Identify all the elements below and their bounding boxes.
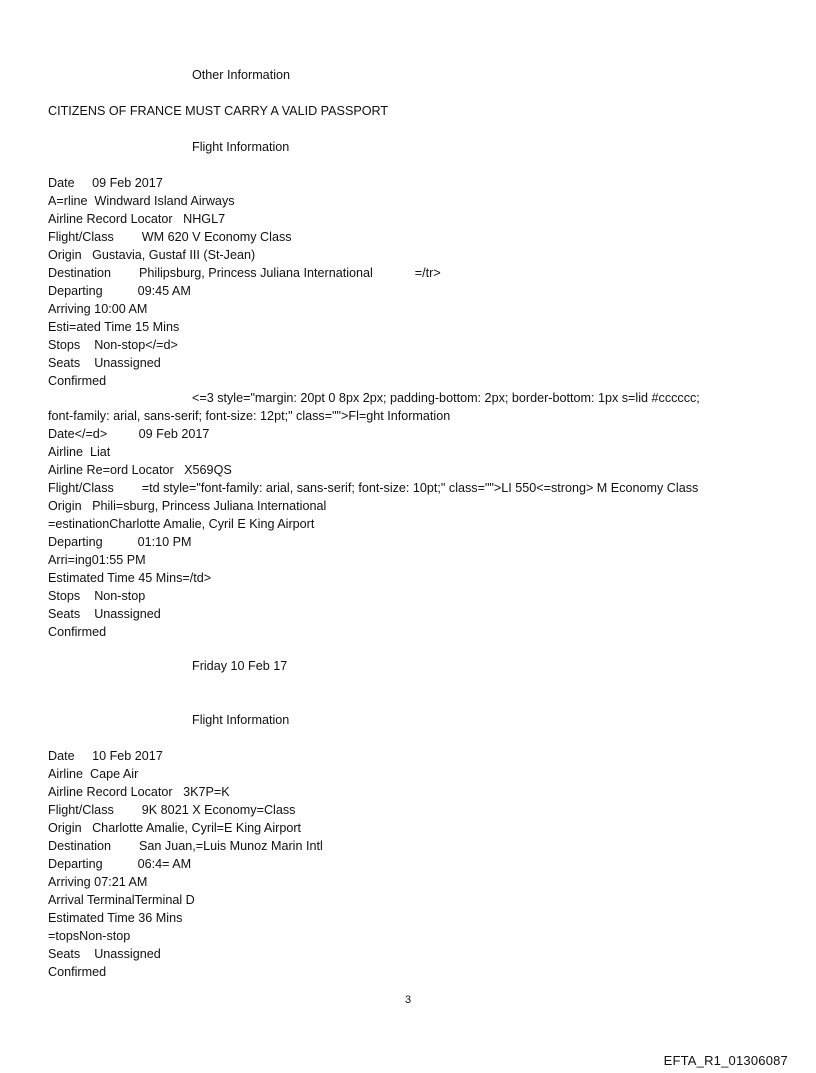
flight-1-line: Airline Record Locator NHGL7	[48, 212, 226, 226]
flight-2-line: Arri=ing01:55 PM	[48, 553, 146, 567]
flight-3-line: Destination San Juan,=Luis Munoz Marin Intl	[48, 839, 323, 853]
flight-3-line: Arrival TerminalTerminal D	[48, 893, 195, 907]
flight-2-line: Confirmed	[48, 625, 107, 639]
flight-3-line: =topsNon-stop	[48, 929, 131, 943]
flight-1-line: Esti=ated Time 15 Mins	[48, 320, 180, 334]
flight-2-line: Flight/Class =td style="font-family: arial, sans-serif; font-size: 10pt;" class="">LI 550<=strong> M Economy Class	[48, 481, 699, 495]
flight-2-line: Stops Non-stop	[48, 589, 146, 603]
flight-2-heading: font-family: arial, sans-serif; font-size: 12pt;" class="">Fl=ght Information	[48, 409, 451, 423]
flight-1-line: Origin Gustavia, Gustaf III (St-Jean)	[48, 248, 256, 262]
flight-3-line: Confirmed	[48, 965, 107, 979]
flight-3-line: Flight/Class 9K 8021 X Economy=Class	[48, 803, 296, 817]
flight-1-line: Date 09 Feb 2017	[48, 176, 163, 190]
flight-2-line: Origin Phili=sburg, Princess Juliana International	[48, 499, 327, 513]
passport-notice: CITIZENS OF FRANCE MUST CARRY A VALID PASSPORT	[48, 104, 389, 118]
flight-3-line: Airline Record Locator 3K7P=K	[48, 785, 230, 799]
flight-1-line: Flight/Class WM 620 V Economy Class	[48, 230, 292, 244]
flight-1-heading: Flight Information	[192, 140, 290, 154]
flight-3-line: Origin Charlotte Amalie, Cyril=E King Airport	[48, 821, 302, 835]
flight-2-line: =estinationCharlotte Amalie, Cyril E King Airport	[48, 517, 315, 531]
flight-3-line: Departing 06:4= AM	[48, 857, 192, 871]
other-information-heading: Other Information	[192, 68, 290, 82]
day-heading: Friday 10 Feb 17	[192, 659, 288, 673]
flight-3-line: Estimated Time 36 Mins	[48, 911, 183, 925]
flight-3-line: Date 10 Feb 2017	[48, 749, 163, 763]
flight-2-line: Departing 01:10 PM	[48, 535, 192, 549]
flight-2-line: Estimated Time 45 Mins=/td>	[48, 571, 212, 585]
flight-2-line: Airline Re=ord Locator X569QS	[48, 463, 232, 477]
flight-3-line: Seats Unassigned	[48, 947, 161, 961]
flight-3-line: Airline Cape Air	[48, 767, 139, 781]
flight-2-heading-markup: <=3 style="margin: 20pt 0 8px 2px; padding-bottom: 2px; border-bottom: 1px s=lid #cccccc;	[192, 391, 700, 405]
flight-1-line: Seats Unassigned	[48, 356, 161, 370]
flight-1-line: Confirmed	[48, 374, 107, 388]
flight-2-line: Airline Liat	[48, 445, 111, 459]
flight-2-line: Seats Unassigned	[48, 607, 161, 621]
flight-1-line: A=rline Windward Island Airways	[48, 194, 235, 208]
flight-3-heading: Flight Information	[192, 713, 290, 727]
page-number: 3	[404, 994, 412, 1006]
document-id: EFTA_R1_01306087	[663, 1053, 788, 1068]
flight-1-line: Destination Philipsburg, Princess Juliana International =/tr>	[48, 266, 441, 280]
flight-1-line: Arriving 10:00 AM	[48, 302, 148, 316]
flight-1-line: Stops Non-stop</=d>	[48, 338, 178, 352]
flight-2-line: Date</=d> 09 Feb 2017	[48, 427, 210, 441]
flight-3-line: Arriving 07:21 AM	[48, 875, 148, 889]
flight-1-line: Departing 09:45 AM	[48, 284, 191, 298]
